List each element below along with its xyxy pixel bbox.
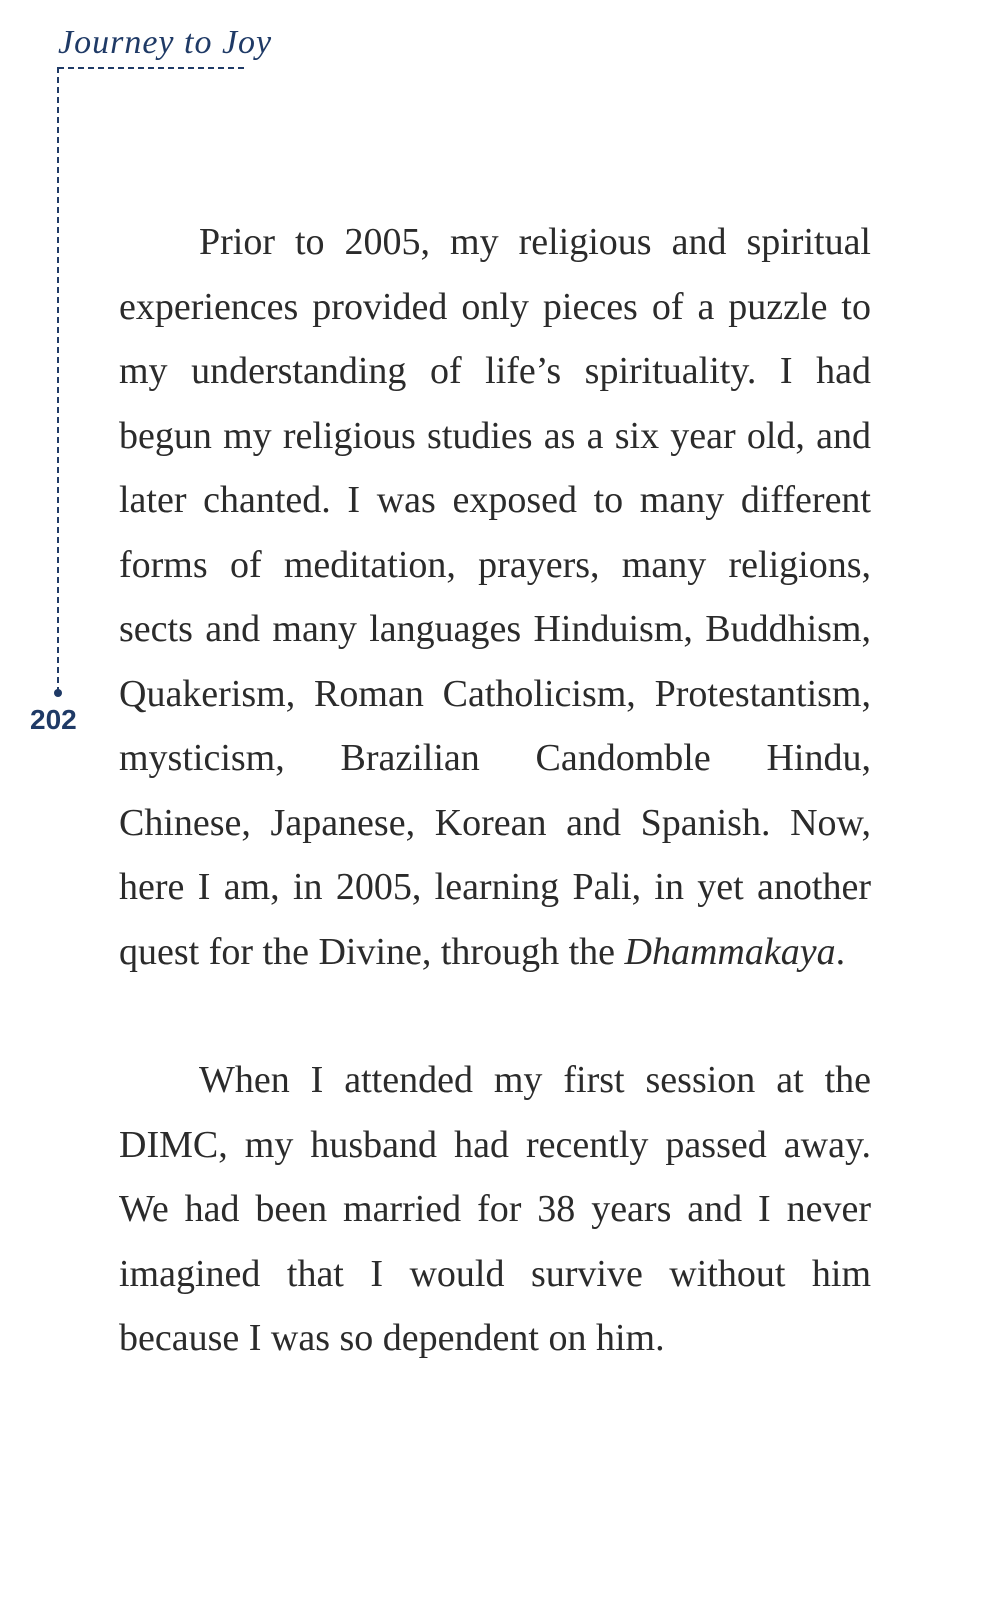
dhammakaya-term: Dhammakaya [624, 930, 836, 973]
page-number: 202 [30, 704, 77, 735]
running-head-title: Journey to Joy [58, 24, 273, 61]
paragraph-2: When I attended my first session at the DIMC, my husband had recently passed away. We had been married for 38 years and I never imagined that I would survive without him because I was so dependent on him. [119, 1059, 871, 1359]
rule-end-dot [54, 689, 62, 697]
header-dashed-rule [58, 67, 244, 69]
body-text [119, 210, 871, 1371]
paragraph-1 [119, 210, 871, 984]
margin-dashed-rule [57, 67, 59, 693]
paragraph-1-end: . [835, 930, 846, 973]
paragraph-1-text: Prior to 2005, my religious and spiritual experiences provided only pieces of a puzzle to my understanding of life’s spirituality. I had begun my religious studies as a six year old, and later chanted. I was exposed to many different forms of meditation, prayers, many religions, sects and many languages Hinduism, Buddhism, Quakerism, Roman Catholicism, Protestantism, mysticism, Brazilian Candomble Hindu, Chinese, Japanese, Korean and Spanish. Now, here I am, in 2005, learning Pali, in yet another quest for the Divine, through the [119, 221, 871, 973]
